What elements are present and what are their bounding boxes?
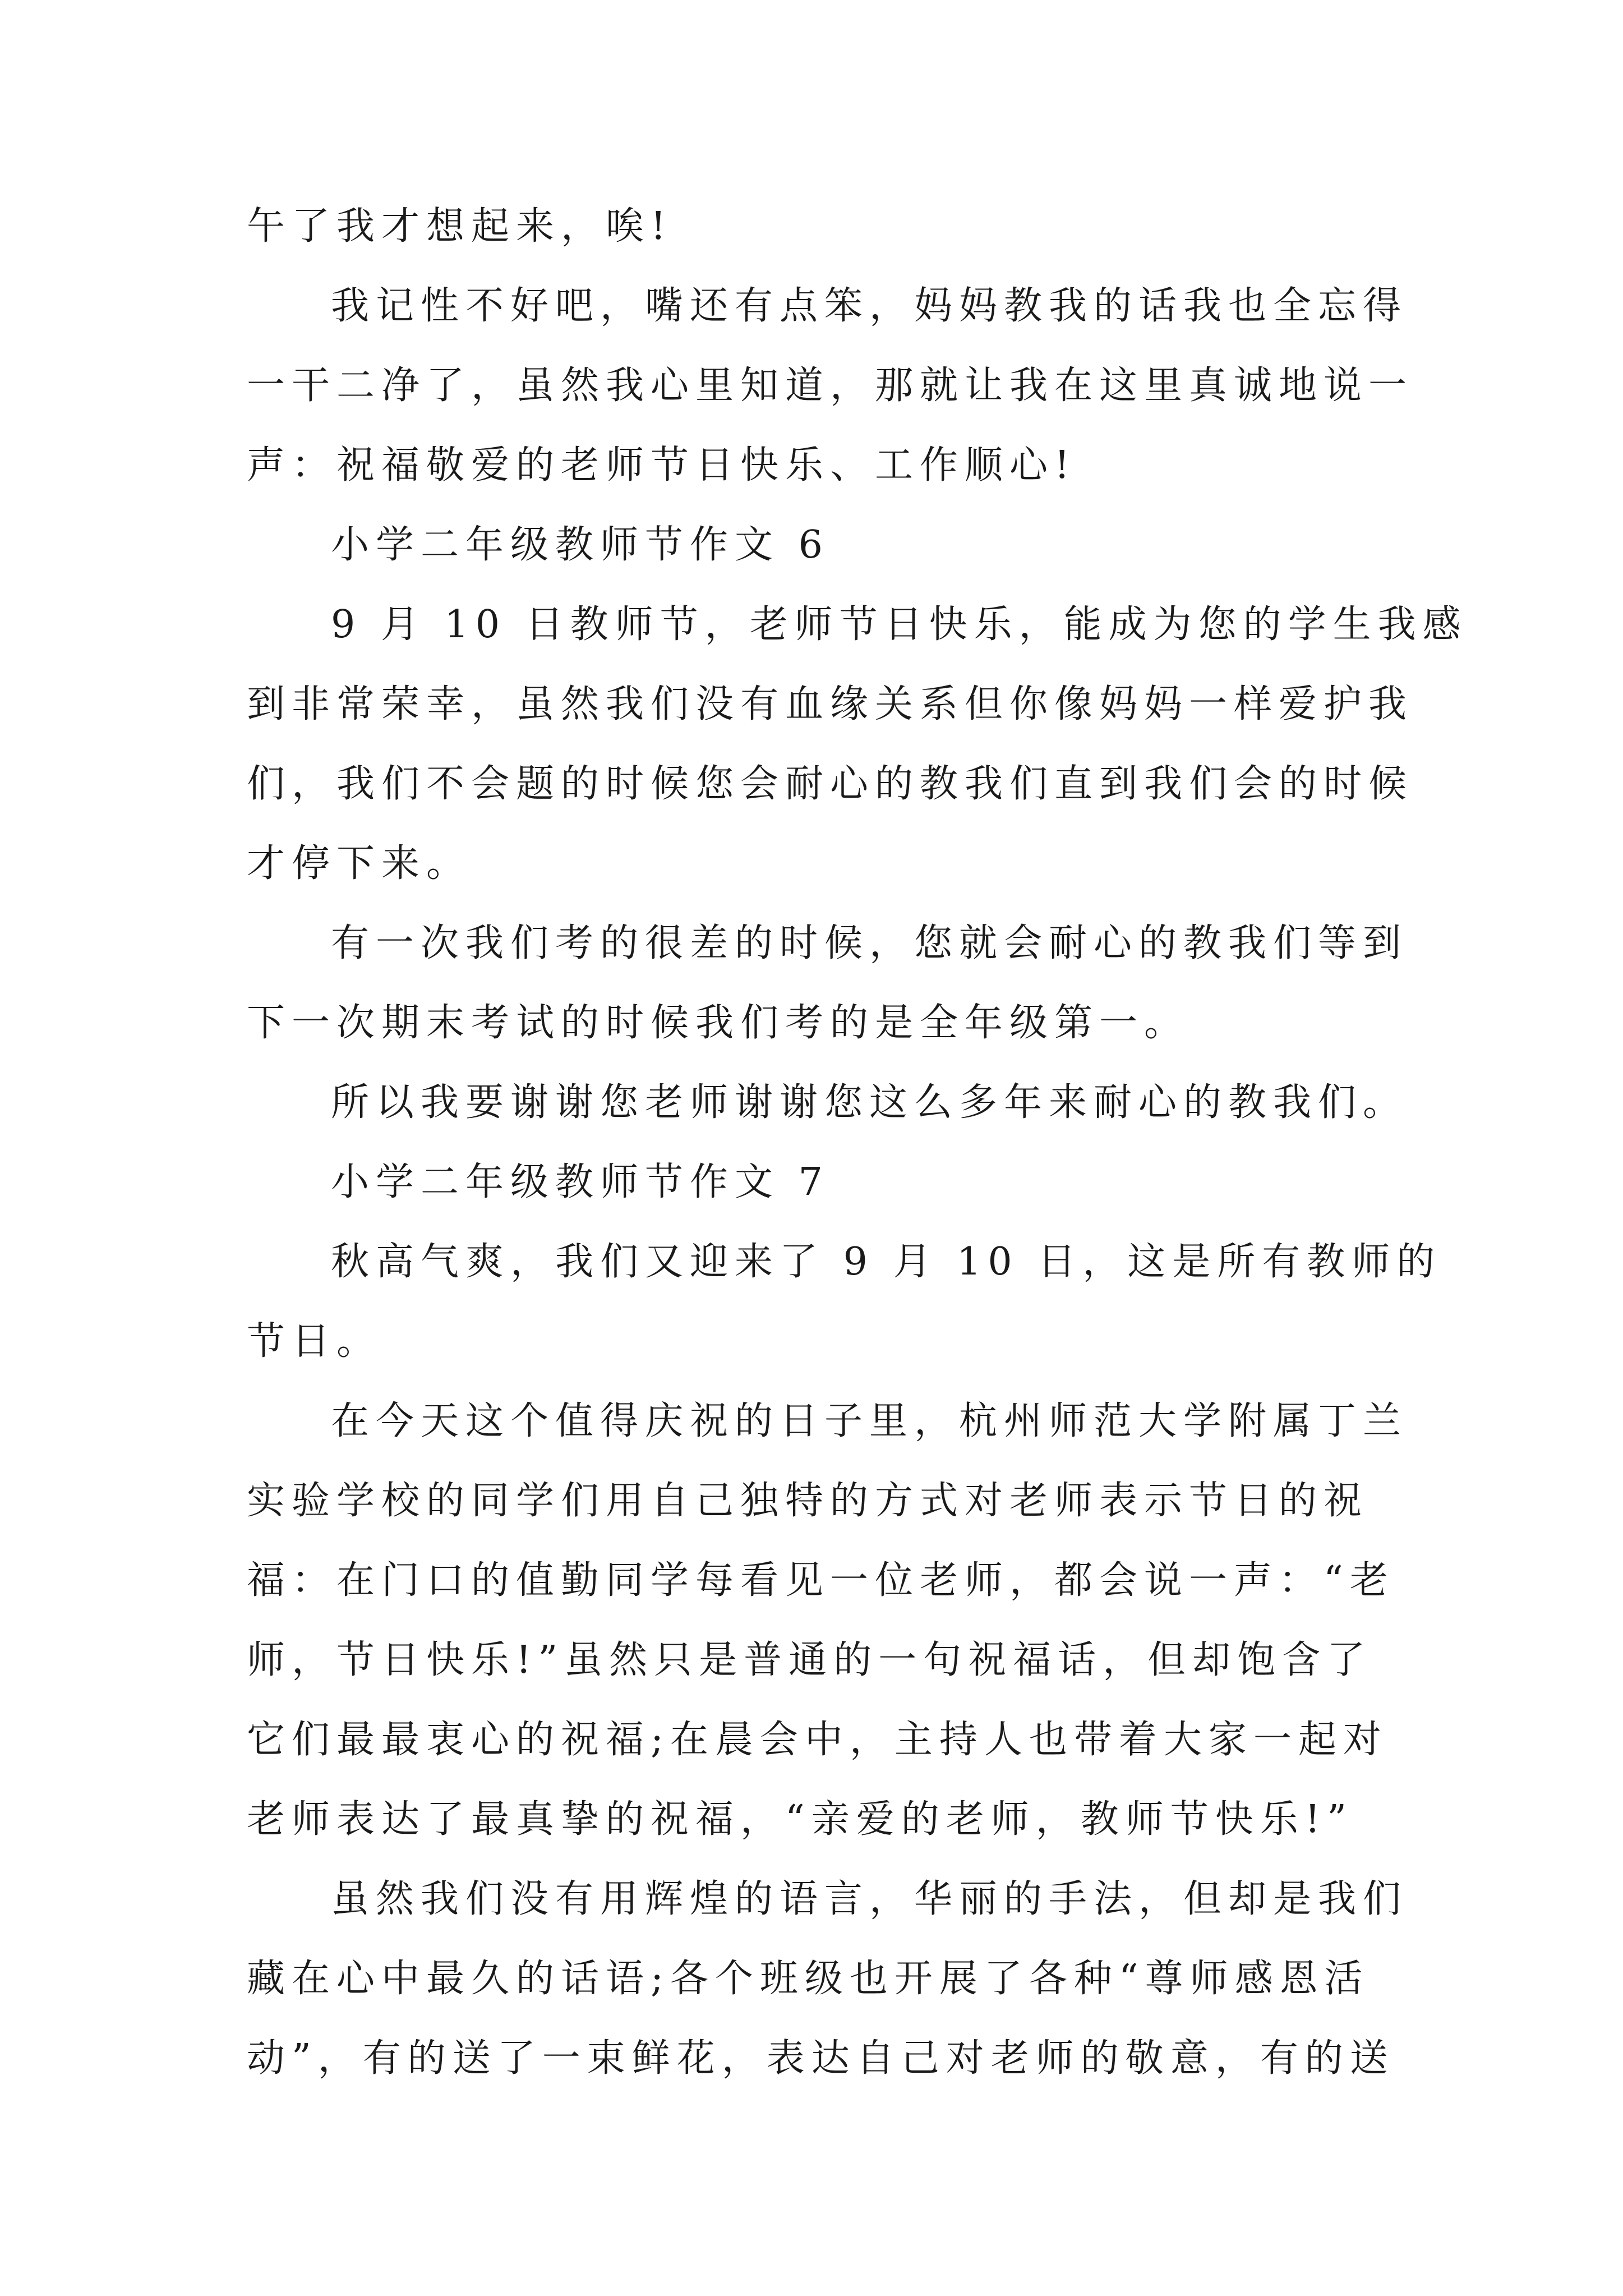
text-line: 们，我们不会题的时候您会耐心的教我们直到我们会的时候 [247,762,1414,806]
text-line: 才停下来。 [247,841,472,886]
text-line: 虽然我们没有用辉煌的语言，华丽的手法，但却是我们 [331,1877,1408,1921]
text-line: 所以我要谢谢您老师谢谢您这么多年来耐心的教我们。 [331,1080,1408,1125]
text-line: 秋高气爽，我们又迎来了 9 月 10 日，这是所有教师的 [331,1240,1442,1284]
text-line: 有一次我们考的很差的时候，您就会耐心的教我们等到 [331,921,1408,965]
text-line: 福：在门口的值勤同学每看见一位老师，都会说一声：“老 [247,1558,1395,1603]
text-line: 师，节日快乐!”虽然只是普通的一句祝福话，但却饱含了 [247,1638,1372,1682]
text-line: 在今天这个值得庆祝的日子里，杭州师范大学附属丁兰 [331,1399,1408,1443]
text-line: 声：祝福敬爱的老师节日快乐、工作顺心! [247,443,1077,487]
text-line: 它们最最衷心的祝福;在晨会中，主持人也带着大家一起对 [247,1718,1388,1762]
section-heading: 小学二年级教师节作文 6 [331,523,829,567]
text-line: 午了我才想起来，唉! [247,204,673,249]
text-line: 到非常荣幸，虽然我们没有血缘关系但你像妈妈一样爱护我 [247,682,1414,726]
text-line: 节日。 [247,1319,382,1364]
text-line: 实验学校的同学们用自己独特的方式对老师表示节日的祝 [247,1479,1369,1523]
text-line: 藏在心中最久的话语;各个班级也开展了各种“尊师感恩活 [247,1957,1370,2001]
text-line: 我记性不好吧，嘴还有点笨，妈妈教我的话我也全忘得 [331,284,1408,328]
text-line: 动”，有的送了一束鲜花，表达自己对老师的敬意，有的送 [247,2036,1395,2081]
text-line: 老师表达了最真挚的祝福，“亲爱的老师，教师节快乐!” [247,1797,1353,1842]
text-line: 一干二净了，虽然我心里知道，那就让我在这里真诚地说一 [247,364,1414,408]
text-line: 下一次期末考试的时候我们考的是全年级第一。 [247,1001,1189,1045]
section-heading: 小学二年级教师节作文 7 [331,1160,829,1204]
text-line: 9 月 10 日教师节，老师节日快乐，能成为您的学生我感 [331,602,1468,647]
